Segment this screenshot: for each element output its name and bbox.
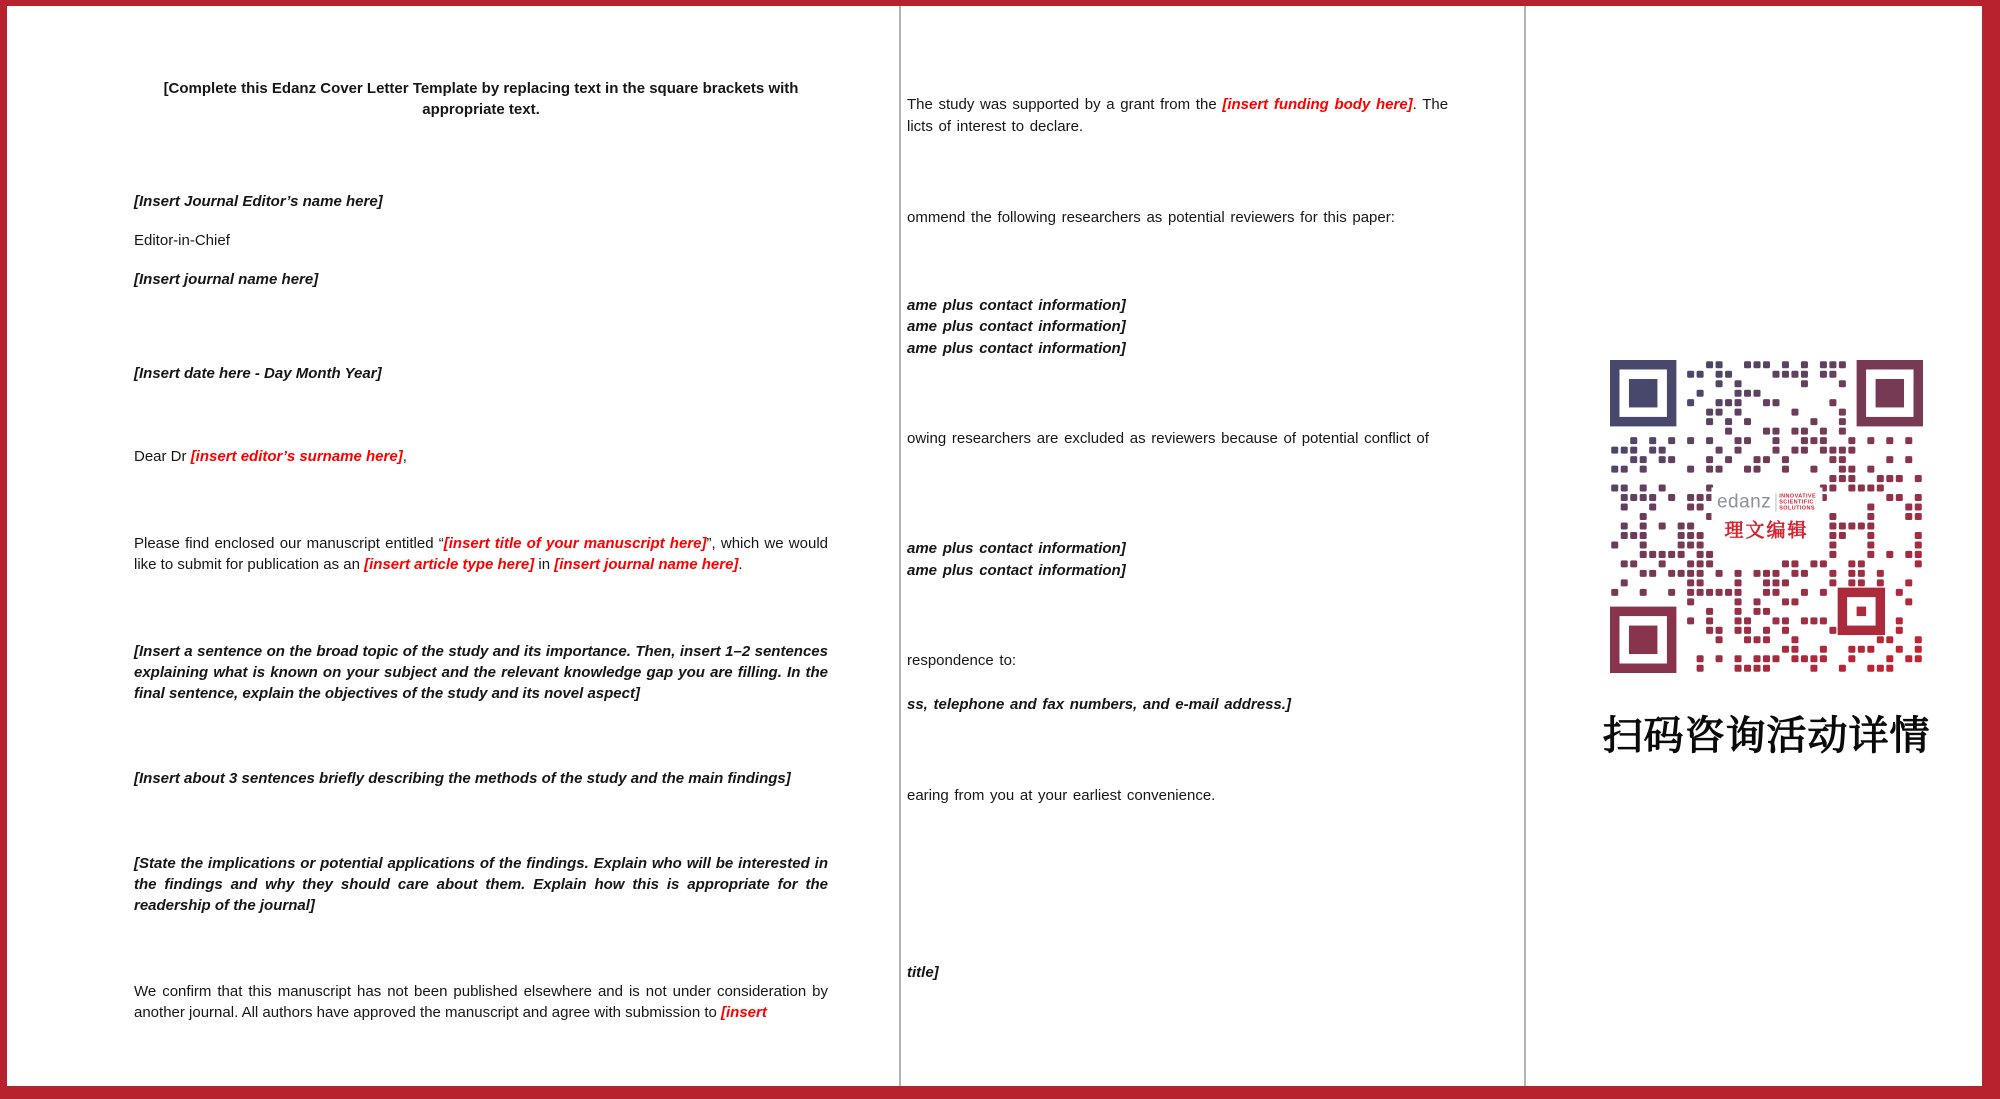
confirmation-text: We confirm that this manuscript has not been published elsewhere and is not under consideration by another journal. All authors have approved the manuscript and agree with submission to	[134, 983, 828, 1021]
qr-code	[1610, 360, 1923, 673]
article-type-placeholder: [insert article type here]	[364, 556, 535, 573]
funding-text: The study was supported by a grant from the	[907, 96, 1223, 113]
funding-line	[907, 94, 1448, 115]
manuscript-title-placeholder: [insert title of your manuscript here]	[443, 535, 707, 552]
salutation-line	[134, 446, 828, 467]
date-placeholder: [Insert date here - Day Month Year]	[134, 365, 382, 382]
correspondence-line: respondence to:	[907, 652, 1017, 669]
reviewer-placeholder-line: ame plus contact information]	[907, 318, 1126, 335]
journal-name-placeholder: [Insert journal name here]	[134, 271, 319, 288]
reviewer-placeholder-line: ame plus contact information]	[907, 340, 1126, 357]
manuscript-text: ”, which we would like to submit for publication as an	[134, 535, 828, 573]
manuscript-paragraph	[134, 533, 828, 575]
frame-border-bottom	[0, 1086, 2000, 1099]
edanz-brand-text: edanz	[1716, 491, 1772, 512]
excluded-reviewer-placeholder-line: ame plus contact information]	[907, 562, 1126, 579]
salutation-placeholder: [insert editor’s surname here]	[190, 448, 403, 465]
edanz-logo	[1711, 487, 1822, 546]
manuscript-text: in	[534, 556, 555, 573]
signature-placeholder-line: title]	[907, 964, 939, 981]
reviewers-intro-line: ommend the following researchers as potential reviewers for this paper:	[907, 209, 1395, 226]
manuscript-text: Please find enclosed our manuscript entitled “	[134, 535, 444, 552]
template-instructions-heading: [Complete this Edanz Cover Letter Template by replacing text in the square brackets with appropriate text.	[163, 80, 799, 118]
confirmation-paragraph	[134, 981, 828, 1023]
cover-letter-page-1	[134, 0, 828, 1099]
reviewer-placeholder-line: ame plus contact information]	[907, 297, 1126, 314]
journal-name-placeholder: [insert journal name here]	[554, 556, 739, 573]
funding-text: . The	[1412, 96, 1449, 113]
edanz-tagline: INNOVATIVE SCIENTIFIC SOLUTIONS	[1775, 493, 1816, 511]
frame-border-right	[1982, 0, 2000, 1099]
closing-line: earing from you at your earliest convenience.	[907, 787, 1216, 804]
frame-border-left	[0, 0, 7, 1099]
editor-title: Editor-in-Chief	[134, 232, 230, 249]
methods-paragraph-placeholder: [Insert about 3 sentences briefly describing the methods of the study and the main findings]	[134, 770, 791, 787]
cover-letter-page-2	[907, 0, 1525, 1099]
salutation-post: ,	[402, 448, 407, 465]
excluded-reviewer-placeholder-line: ame plus contact information]	[907, 540, 1126, 557]
conflicts-line: licts of interest to declare.	[907, 118, 1084, 135]
frame-border-top	[0, 0, 2000, 6]
confirmation-placeholder: [insert	[721, 1004, 767, 1021]
edanz-chinese-name: 理文编辑	[1724, 520, 1809, 541]
qr-caption: 扫码咨询活动详情	[1602, 714, 1931, 758]
manuscript-text: .	[738, 556, 743, 573]
editor-name-placeholder: [Insert Journal Editor’s name here]	[134, 193, 383, 210]
topic-paragraph-placeholder: [Insert a sentence on the broad topic of the study and its importance. Then, insert 1–2 sentences explaining what is known on your subject and the relevant knowledge gap you are filling. In the final sentence, explain the objectives of the study and its novel aspect]	[134, 643, 828, 702]
implications-paragraph-placeholder: [State the implications or potential applications of the findings. Explain who will be interested in the findings and why they should care about them. Explain how this is appropriate for the readership of the journal]	[134, 855, 828, 914]
salutation-pre: Dear Dr	[134, 448, 191, 465]
page-divider	[899, 6, 901, 1086]
page-divider	[1524, 6, 1526, 1086]
address-placeholder-line: ss, telephone and fax numbers, and e-mail address.]	[907, 696, 1291, 713]
funding-body-placeholder: [insert funding body here]	[1222, 96, 1413, 113]
excluded-reviewers-intro-line: owing researchers are excluded as reviewers because of potential conflict of	[907, 430, 1429, 447]
